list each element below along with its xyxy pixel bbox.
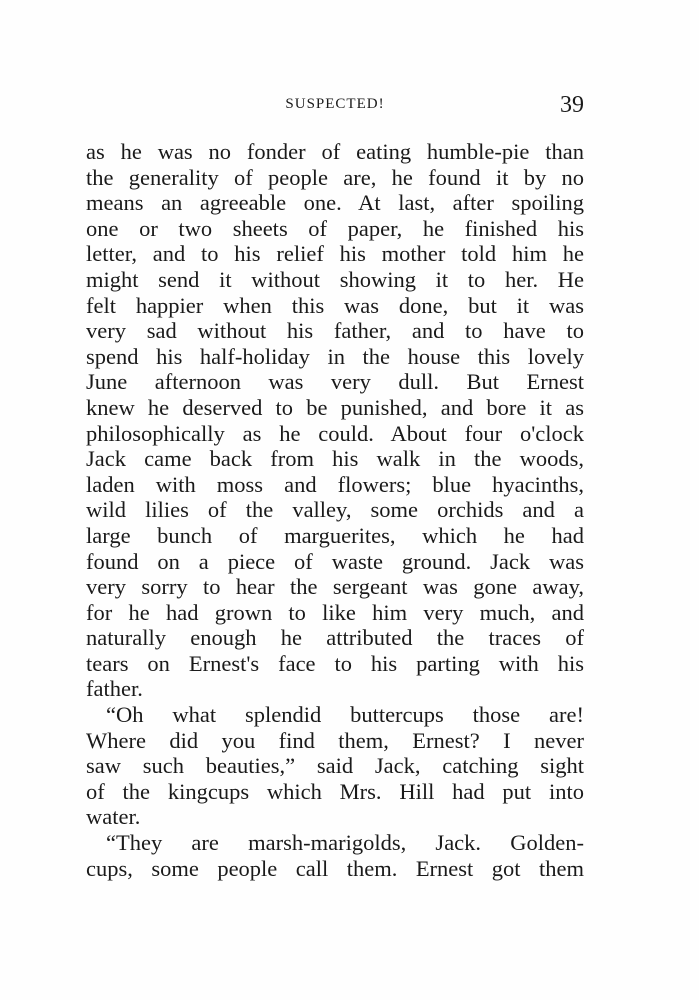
running-title: SUSPECTED! [285,96,385,112]
text-line: June afternoon was very dull. But Ernest [86,369,584,395]
text-line: “Oh what splendid buttercups those are! [106,702,584,728]
text-line: father. [86,676,143,702]
text-line: saw such beauties,” said Jack, catching sight [86,753,584,779]
page-number: 39 [560,92,584,118]
running-head [86,92,584,120]
text-line: very sad without his father, and to have to [86,318,584,344]
text-line: letter, and to his relief his mother told him he [86,241,584,267]
text-line: water. [86,804,141,830]
text-line: the generality of people are, he found it by no [86,164,584,190]
text-line: Jack came back from his walk in the woods, [86,446,584,472]
text-line: large bunch of marguerites, which he had [86,522,584,548]
text-line: philosophically as he could. About four o'clock [86,420,584,446]
text-line: very sorry to hear the sergeant was gone away, [86,574,584,600]
text-line: one or two sheets of paper, he finished his [86,215,584,241]
text-line: might send it without showing it to her. He [86,266,584,292]
text-line: laden with moss and flowers; blue hyacinths, [86,471,584,497]
text-line: felt happier when this was done, but it was [86,292,584,318]
text-line: Where did you find them, Ernest? I never [86,727,584,753]
text-line: knew he deserved to be punished, and bore it as [86,394,584,420]
body-text [86,139,584,881]
text-line: found on a piece of waste ground. Jack was [86,548,584,574]
text-line: cups, some people call them. Ernest got them [86,855,584,881]
text-line: wild lilies of the valley, some orchids and a [86,497,584,523]
text-line: means an agreeable one. At last, after spoiling [86,190,584,216]
text-line: spend his half-holiday in the house this lovely [86,343,584,369]
text-line: for he had grown to like him very much, and [86,599,584,625]
text-line: tears on Ernest's face to his parting with his [86,650,584,676]
text-line: of the kingcups which Mrs. Hill had put into [86,778,584,804]
text-line: as he was no fonder of eating humble-pie than [86,139,584,164]
text-line: naturally enough he attributed the traces of [86,625,584,651]
text-line: “They are marsh-marigolds, Jack. Golden- [106,830,584,856]
